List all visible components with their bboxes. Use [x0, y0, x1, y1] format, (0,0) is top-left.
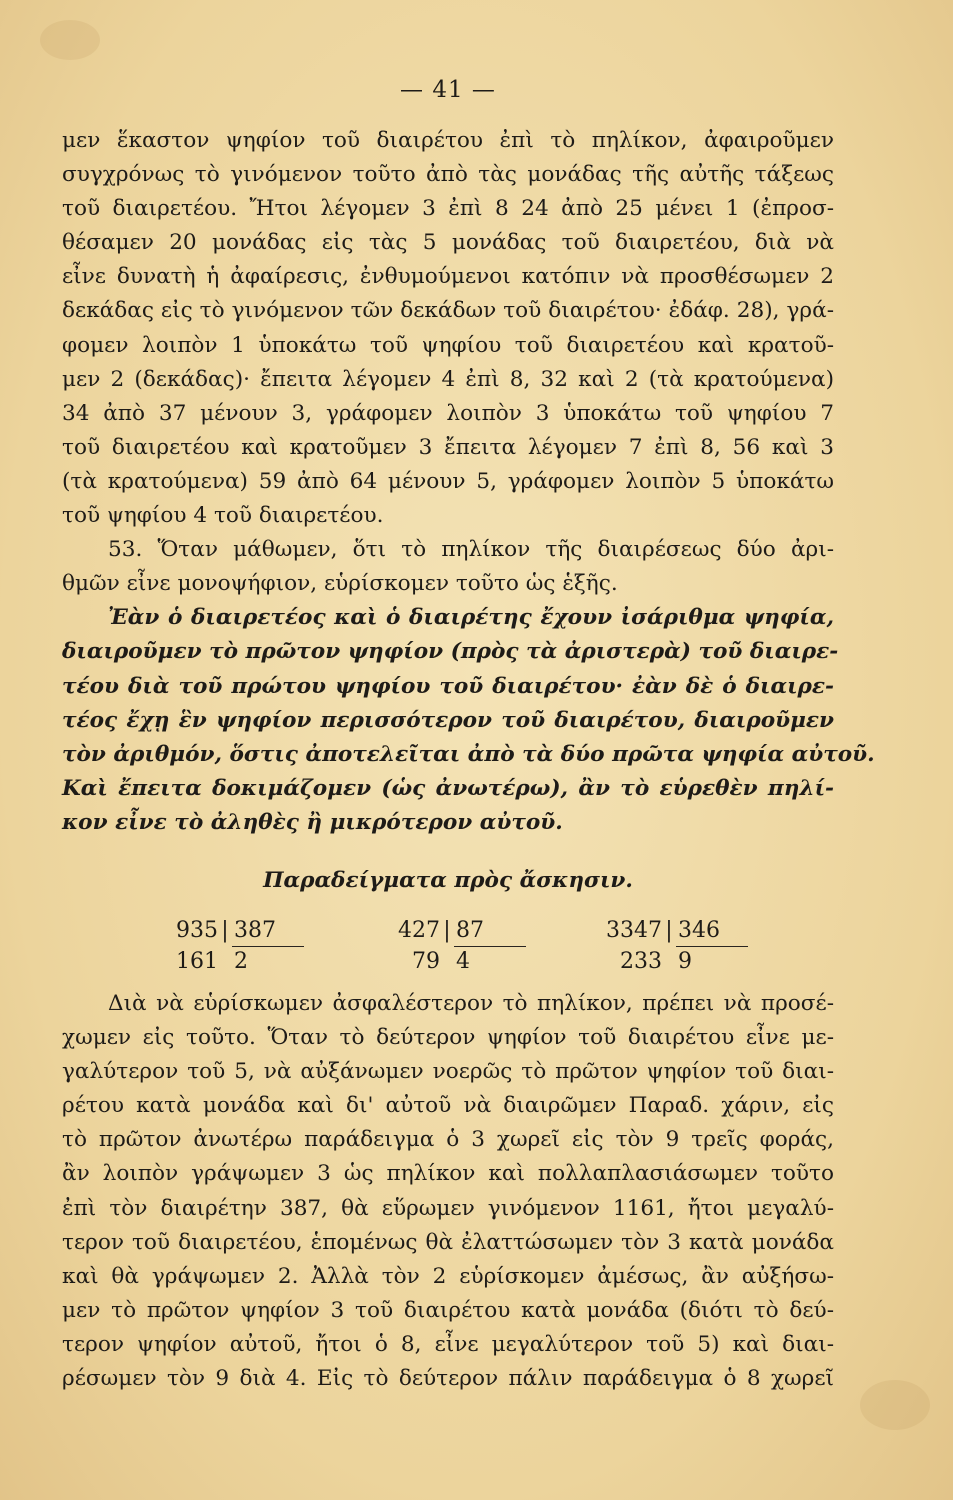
remainder-row: 233: [620, 948, 662, 974]
division-bar: |: [665, 917, 673, 943]
text-line: (τὰ κρατούμενα) 59 ἀπὸ 64 μένουν 5, γράφομεν λοιπὸν 5 ὑποκάτω: [62, 468, 834, 494]
rule-line: Ἐὰν ὁ διαιρετέος καὶ ὁ διαιρέτης ἔχουν ἰσάριθμα ψηφία,: [108, 605, 834, 631]
text-line: μεν 2 (δεκάδας)· ἔπειτα λέγομεν 4 ἐπὶ 8, 32 καὶ 2 (τὰ κρατούμενα): [62, 366, 834, 392]
divisor: 387: [232, 916, 304, 947]
rule-line: τέος ἔχῃ ἓν ψηφίον περισσότερον τοῦ διαιρέτου, διαιροῦμεν: [62, 707, 834, 733]
quotient: 2: [234, 948, 248, 974]
text-line: 34 ἀπὸ 37 μένουν 3, γράφομεν λοιπὸν 3 ὑποκάτω τοῦ ψηφίου 7: [62, 400, 834, 426]
paragraph-53: [62, 533, 834, 601]
text-line: θέσαμεν 20 μονάδας εἰς τὰς 5 μονάδας τοῦ διαιρετέου, διὰ νὰ: [62, 230, 834, 256]
quotient: 9: [678, 948, 692, 974]
rule-line: διαιροῦμεν τὸ πρῶτον ψηφίον (πρὸς τὰ ἀριστερὰ) τοῦ διαιρε-: [62, 639, 839, 665]
text-line: καὶ θὰ γράψωμεν 2. Ἀλλὰ τὸν 2 εὑρίσκομεν ἀμέσως, ἂν αὐξήσω-: [62, 1263, 834, 1289]
text-line: μεν ἕκαστον ψηφίον τοῦ διαιρέτου ἐπὶ τὸ πηλίκον, ἀφαιροῦμεν: [62, 128, 834, 153]
text-line: γαλύτερον τοῦ 5, νὰ αὐξάνωμεν νοερῶς τὸ πρῶτον ψηφίον τοῦ διαι-: [62, 1059, 834, 1085]
text-line: θμῶν εἶνε μονοψήφιον, εὑρίσκομεν τοῦτο ὡς ἑξῆς.: [62, 571, 618, 597]
remainder-row: 161: [176, 948, 218, 974]
paragraph-continuation: [62, 124, 834, 533]
text-line: συγχρόνως τὸ γινόμενον τοῦτο ἀπὸ τὰς μονάδας τῆς αὐτῆς τάξεως: [62, 162, 834, 188]
rule-line: Καὶ ἔπειτα δοκιμάζομεν (ὡς ἀνωτέρω), ἂν τὸ εὑρεθὲν πηλί-: [62, 775, 834, 801]
paragraph-explanation: [62, 987, 834, 1396]
dividend: 3347: [606, 917, 662, 943]
examples-row: [62, 916, 834, 977]
rule-line: τέου διὰ τοῦ πρώτου ψηφίου τοῦ διαιρέτου· ἐὰν δὲ ὁ διαιρε-: [62, 673, 834, 699]
text-line: εἶνε δυνατὴ ἡ ἀφαίρεσις, ἐνθυμούμενοι κατόπιν νὰ προσθέσωμεν 2: [62, 264, 834, 290]
text-line: μεν τὸ πρῶτον ψηφίον 3 τοῦ διαιρέτου κατὰ μονάδα (διότι τὸ δεύ-: [62, 1297, 834, 1323]
rule-line: κον εἶνε τὸ ἀληθὲς ἢ μικρότερον αὐτοῦ.: [62, 809, 563, 835]
quotient: 4: [456, 948, 470, 974]
text-line: φομεν λοιπὸν 1 ὑποκάτω τοῦ ψηφίου τοῦ διαιρετέου καὶ κρατοῦ-: [62, 332, 834, 358]
text-line: 53. Ὅταν μάθωμεν, ὅτι τὸ πηλίκον τῆς διαιρέσεως δύο ἀρι-: [108, 537, 834, 563]
division-example: [384, 916, 526, 977]
division-example: [606, 916, 748, 977]
text-line: τοῦ διαιρετέου καὶ κρατοῦμεν 3 ἔπειτα λέγομεν 7 ἐπὶ 8, 56 καὶ 3: [62, 434, 834, 460]
dividend: 935: [176, 917, 218, 943]
divisor: 87: [454, 916, 526, 947]
division-example: [162, 916, 304, 977]
text-line: τερον τοῦ διαιρετέου, ἑπομένως θὰ ἐλαττώσωμεν τὸν 3 κατὰ μονάδα: [62, 1229, 834, 1255]
remainder-row: 79: [412, 948, 440, 974]
paper-stain: [860, 1380, 930, 1430]
text-line: Διὰ νὰ εὑρίσκωμεν ἀσφαλέστερον τὸ πηλίκον, πρέπει νὰ προσέ-: [108, 990, 834, 1016]
text-line: τερον ψηφίον αὐτοῦ, ἤτοι ὁ 8, εἶνε μεγαλύτερον τοῦ 5) καὶ διαι-: [62, 1331, 834, 1357]
rule-line: τὸν ἀριθμόν, ὅστις ἀποτελεῖται ἀπὸ τὰ δύο πρῶτα ψηφία αὐτοῦ.: [62, 741, 875, 767]
text-line: ρέτου κατὰ μονάδα καὶ δι' αὐτοῦ νὰ διαιρῶμεν Παραδ. χάριν, εἰς: [62, 1093, 834, 1119]
text-line: χωμεν εἰς τοῦτο. Ὅταν τὸ δεύτερον ψηφίον τοῦ διαιρέτου εἶνε με-: [62, 1025, 834, 1051]
text-line: δεκάδας εἰς τὸ γινόμενον τῶν δεκάδων τοῦ διαιρέτου· ἐδάφ. 28), γρά-: [62, 298, 834, 324]
divisor: 346: [676, 916, 748, 947]
page-number: — 41 —: [400, 77, 496, 103]
paper-stain: [40, 20, 100, 60]
book-page: [62, 70, 875, 1470]
dividend: 427: [398, 917, 440, 943]
text-line: τὸ πρῶτον ἀνωτέρω παράδειγμα ὁ 3 χωρεῖ εἰς τὸν 9 τρεῖς φοράς,: [62, 1127, 834, 1153]
exercises-heading: Παραδείγματα πρὸς ἄσκησιν.: [263, 867, 633, 893]
text-line: τοῦ ψηφίου 4 τοῦ διαιρετέου.: [62, 503, 384, 529]
division-bar: |: [221, 917, 229, 943]
text-line: ρέσωμεν τὸν 9 διὰ 4. Εἰς τὸ δεύτερον πάλιν παράδειγμα ὁ 8 χωρεῖ: [62, 1366, 834, 1391]
division-bar: |: [443, 917, 451, 943]
rule-paragraph: [62, 601, 875, 840]
text-line: ἐπὶ τὸν διαιρέτην 387, θὰ εὕρωμεν γινόμενον 1161, ἤτοι μεγαλύ-: [62, 1195, 834, 1221]
text-line: ἂν λοιπὸν γράψωμεν 3 ὡς πηλίκον καὶ πολλαπλασιάσωμεν τοῦτο: [62, 1161, 834, 1187]
text-line: τοῦ διαιρετέου. Ἤτοι λέγομεν 3 ἐπὶ 8 24 ἀπὸ 25 μένει 1 (ἐπροσ-: [62, 196, 834, 222]
